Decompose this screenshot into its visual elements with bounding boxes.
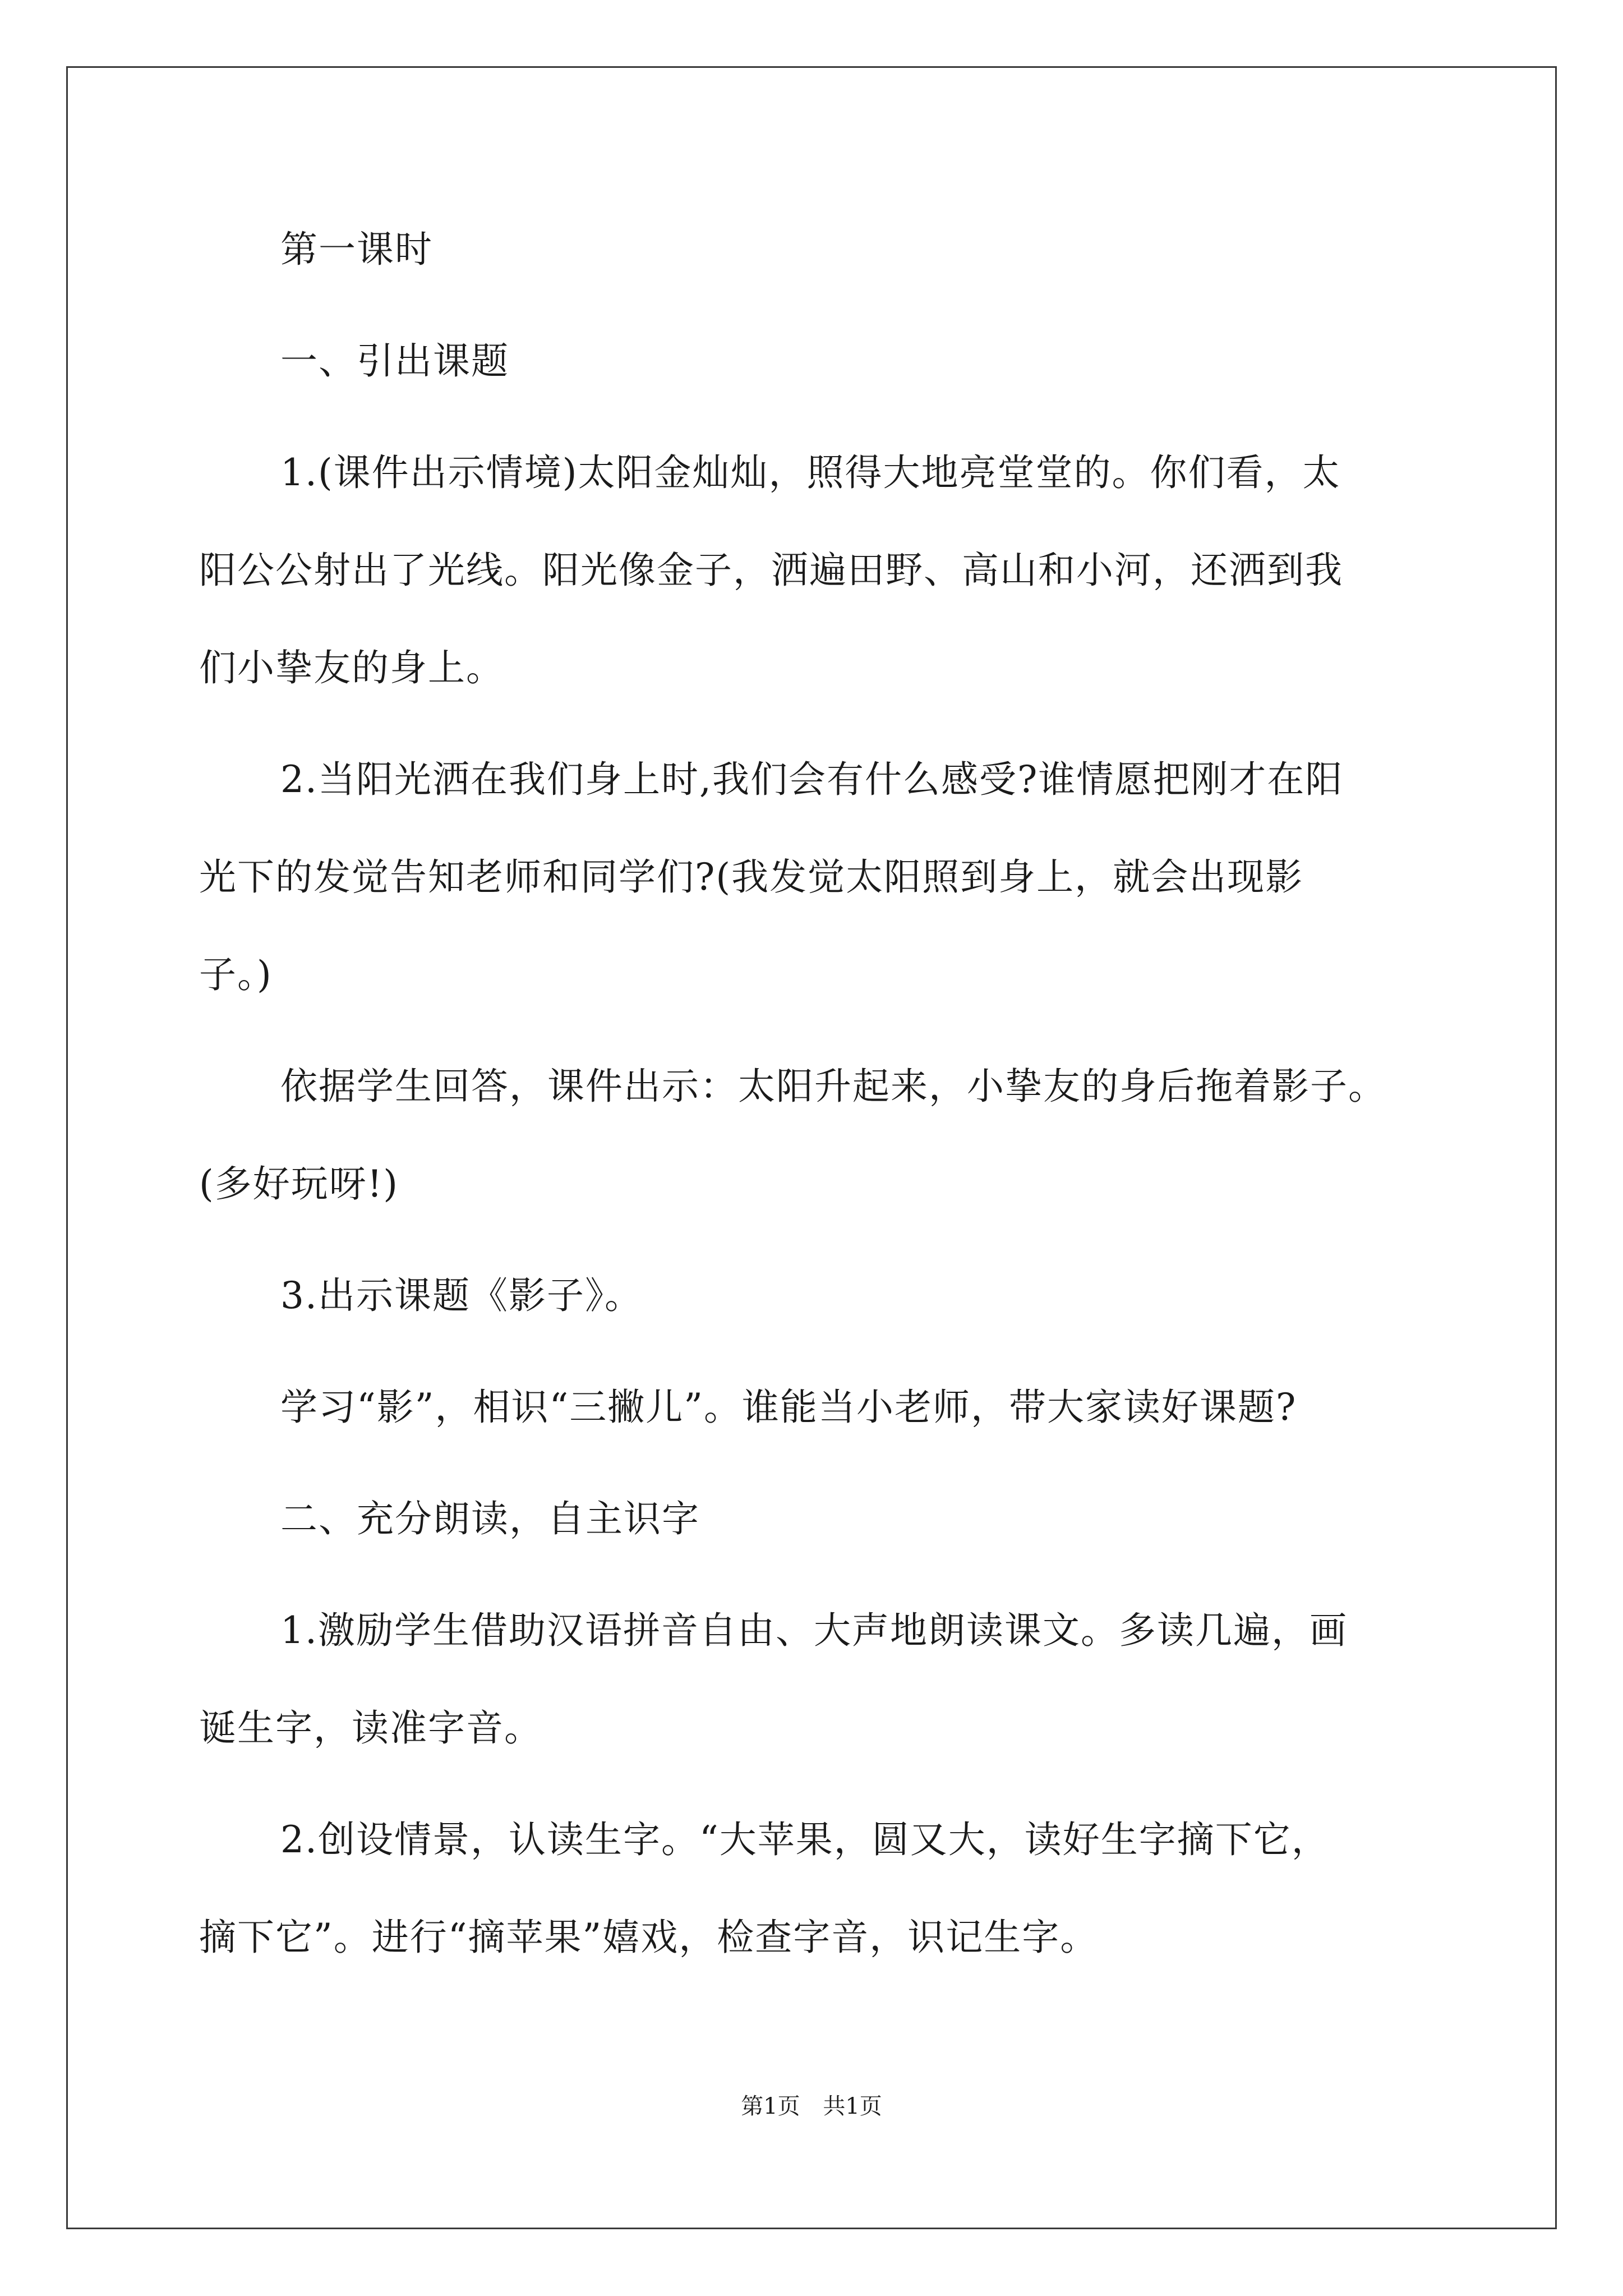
paragraph-1-line-3: 们小挚友的身上。 <box>199 646 504 689</box>
page-border <box>66 66 1557 2229</box>
paragraph-7-line-2: 摘下它”。进行“摘苹果”嬉戏，检查字音，识记生字。 <box>199 1916 1099 1959</box>
paragraph-5: 学习“影”，相识“三撇儿”。谁能当小老师，带大家读好课题? <box>280 1386 1297 1429</box>
paragraph-3-line-2: (多好玩呀!) <box>199 1162 399 1205</box>
paragraph-6-line-1: 1.激励学生借助汉语拼音自由、大声地朗读课文。多读几遍，画 <box>280 1609 1348 1652</box>
page-total: 共1页 <box>823 2093 882 2119</box>
lesson-heading: 第一课时 <box>280 228 433 271</box>
section-heading-1: 一、引出课题 <box>280 339 509 383</box>
page-footer <box>0 2090 1623 2123</box>
paragraph-7-line-1: 2.创设情景，认读生字。“大苹果，圆又大，读好生字摘下它， <box>280 1818 1330 1861</box>
paragraph-3-line-1: 依据学生回答，课件出示：太阳升起来，小挚友的身后拖着影子。 <box>280 1065 1386 1108</box>
paragraph-4: 3.出示课题《影子》。 <box>280 1274 643 1317</box>
section-heading-2: 二、充分朗读，自主识字 <box>280 1497 700 1540</box>
paragraph-1-line-2: 阳公公射出了光线。阳光像金子，洒遍田野、高山和小河，还洒到我 <box>199 549 1343 592</box>
paragraph-1-line-1: 1.(课件出示情境)太阳金灿灿，照得大地亮堂堂的。你们看，太 <box>280 451 1341 494</box>
paragraph-6-line-2: 诞生字，读准字音。 <box>199 1706 542 1750</box>
paragraph-2-line-1: 2.当阳光洒在我们身上时,我们会有什么感受?谁情愿把刚才在阳 <box>280 758 1344 801</box>
paragraph-2-line-3: 子。) <box>199 953 273 996</box>
page-number: 第1页 <box>741 2093 800 2119</box>
paragraph-2-line-2: 光下的发觉告知老师和同学们?(我发觉太阳照到身上，就会出现影 <box>199 855 1304 899</box>
